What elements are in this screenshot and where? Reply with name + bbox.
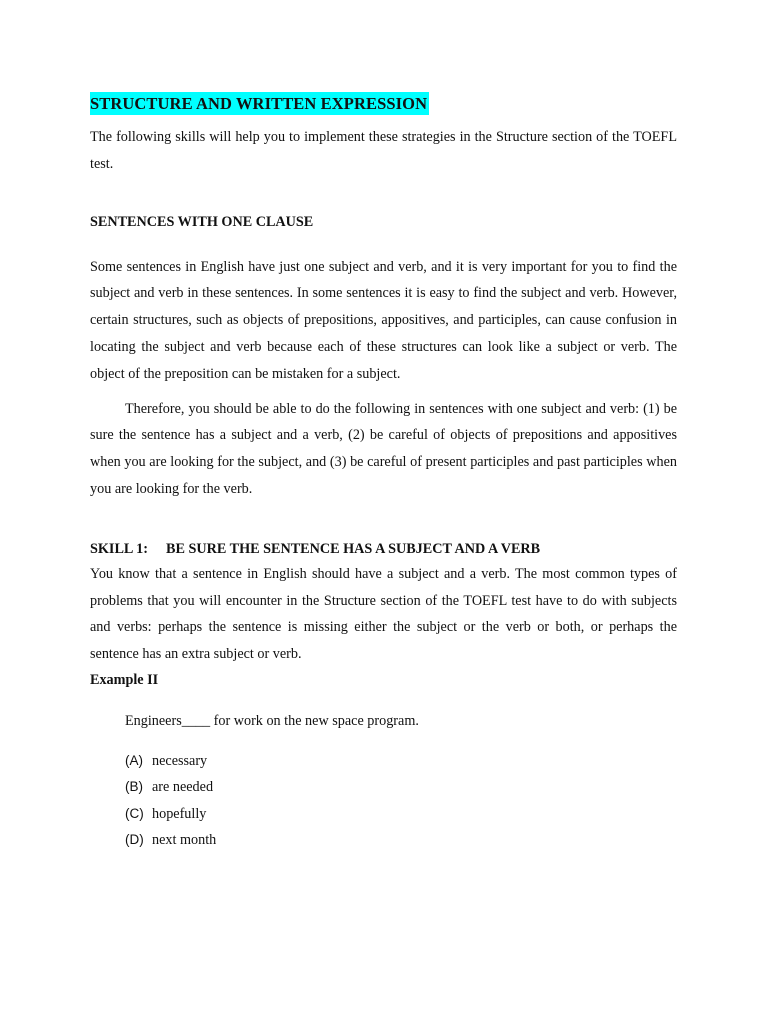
answer-option-d	[125, 827, 677, 854]
option-text: next month	[152, 832, 217, 849]
option-text: hopefully	[152, 805, 207, 822]
document-content	[90, 92, 677, 854]
section-heading-one-clause: SENTENCES WITH ONE CLAUSE	[90, 213, 314, 230]
option-text: are needed	[152, 779, 214, 796]
answer-option-c	[125, 801, 677, 828]
answer-options	[125, 748, 677, 854]
skill-1-paragraph: You know that a sentence in English should have a subject and a verb. The most common types of problems that you will encounter in the Structure section of the TOEFL test have to do with subjects and verbs: perhaps the sentence is missing either the subject or the verb or both, or perhaps the sentence has an extra subject or verb.	[90, 565, 677, 663]
intro-paragraph: The following skills will help you to implement these strategies in the Structure section of the TOEFL test.	[90, 129, 677, 172]
answer-option-b	[125, 774, 677, 801]
section-paragraph-2: Therefore, you should be able to do the following in sentences with one subject and verb: (1) be sure the sentence has a subject and a verb, (2) be careful of objects of prepositions and appositives when you are looking for the subject, and (3) be careful of present participles and past participles when you are looking for the verb.	[90, 400, 677, 497]
example-question: Engineers____ for work on the new space program.	[125, 712, 419, 729]
option-letter: (D)	[125, 832, 144, 848]
example-label: Example II	[90, 671, 159, 688]
skill-1-heading	[90, 538, 677, 560]
answer-option-a	[125, 748, 677, 775]
section-paragraph-1: Some sentences in English have just one subject and verb, and it is very important for you to find the subject and verb in these sentences. In some sentences it is easy to find the subject and verb. However, certain structures, such as objects of prepositions, appositives, and participles, can cause confusion in locating the subject and verb because each of these structures can look like a subject or verb. The object of the preposition can be mistaken for a subject.	[90, 258, 677, 382]
option-letter: (B)	[125, 779, 143, 795]
skill-1-title: BE SURE THE SENTENCE HAS A SUBJECT AND A VERB	[166, 540, 541, 557]
skill-1-label: SKILL 1:	[90, 540, 148, 557]
option-text: necessary	[152, 752, 208, 769]
option-letter: (C)	[125, 805, 144, 821]
page-title: STRUCTURE AND WRITTEN EXPRESSION	[90, 94, 428, 113]
option-letter: (A)	[125, 752, 143, 768]
